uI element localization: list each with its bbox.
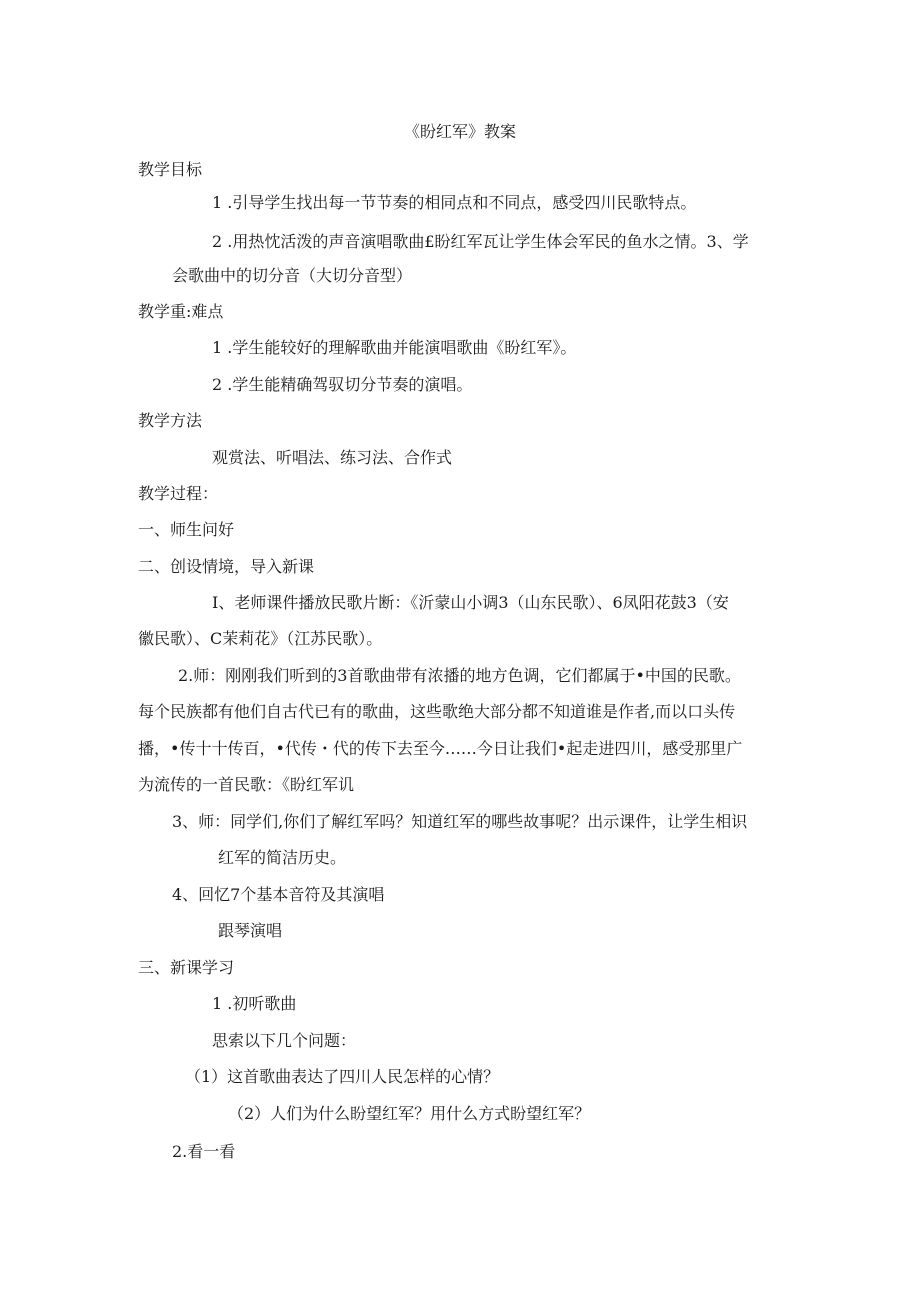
objective-1: 1 .引导学生找出每一节节奏的相同点和不同点，感受四川民歌特点。: [212, 193, 697, 212]
methods-text: 观赏法、听唱法、练习法、合作式: [212, 448, 453, 467]
step-3-1-prompt: 思索以下几个问题：: [212, 1031, 357, 1050]
question-2: （2）人们为什么盼望红军？用什么方式盼望红军？: [228, 1104, 591, 1123]
step-3-2: 2.看一看: [172, 1142, 236, 1161]
keypoints-heading: 教学重:难点: [138, 302, 224, 321]
objective-2-line-1: 2 .用热忱活泼的声音演唱歌曲£盼红军瓦让学生体会军民的鱼水之情。3、学: [212, 232, 749, 251]
step-2-4: 4、回忆7个基本音符及其演唱: [172, 885, 385, 904]
objectives-heading: 教学目标: [138, 160, 203, 179]
step-2: 二、创设情境，导入新课: [138, 557, 315, 576]
step-2-3-line-1: 3、师：同学们,你们了解红军吗？知道红军的哪些故事呢？出示课件，让学生相识: [172, 812, 748, 831]
document-title: 《盼红军》教案: [403, 122, 516, 141]
step-3: 三、新课学习: [138, 958, 235, 977]
step-2-2-line-2: 每个民族都有他们自古代已有的歌曲，这些歌绝大部分都不知道谁是作者,而以口头传: [138, 702, 736, 721]
objective-2-line-2: 会歌曲中的切分音（大切分音型）: [172, 266, 413, 285]
keypoint-2: 2 .学生能精确驾驭切分节奏的演唱。: [212, 375, 473, 394]
step-1: 一、师生问好: [138, 520, 235, 539]
methods-heading: 教学方法: [138, 411, 203, 430]
step-2-1-line-2: 徽民歌）、C茉莉花》（江苏民歌）。: [138, 629, 383, 648]
step-2-2-line-3: 播，•传十十传百，•代传・代的传下去至今……今日让我们•起走进四川，感受那里广: [138, 739, 743, 758]
keypoint-1: 1 .学生能较好的理解歌曲并能演唱歌曲《盼红军》。: [212, 338, 577, 357]
question-1: （1）这首歌曲表达了四川人民怎样的心情？: [185, 1067, 500, 1086]
process-heading: 教学过程：: [138, 484, 219, 503]
step-2-3-line-2: 红军的简洁历史。: [218, 848, 347, 867]
step-2-2-line-1: 2.师：刚刚我们听到的3首歌曲带有浓播的地方色调，它们都属于•中国的民歌。: [178, 666, 741, 685]
step-2-4-detail: 跟琴演唱: [218, 921, 283, 940]
step-2-1-line-1: I、老师课件播放民歌片断：《沂蒙山小调3（山东民歌）、6凤阳花鼓3（安: [212, 593, 729, 612]
step-2-2-line-4: 为流传的一首民歌：《盼红军讥: [138, 775, 355, 794]
step-3-1: 1 .初听歌曲: [212, 994, 297, 1013]
